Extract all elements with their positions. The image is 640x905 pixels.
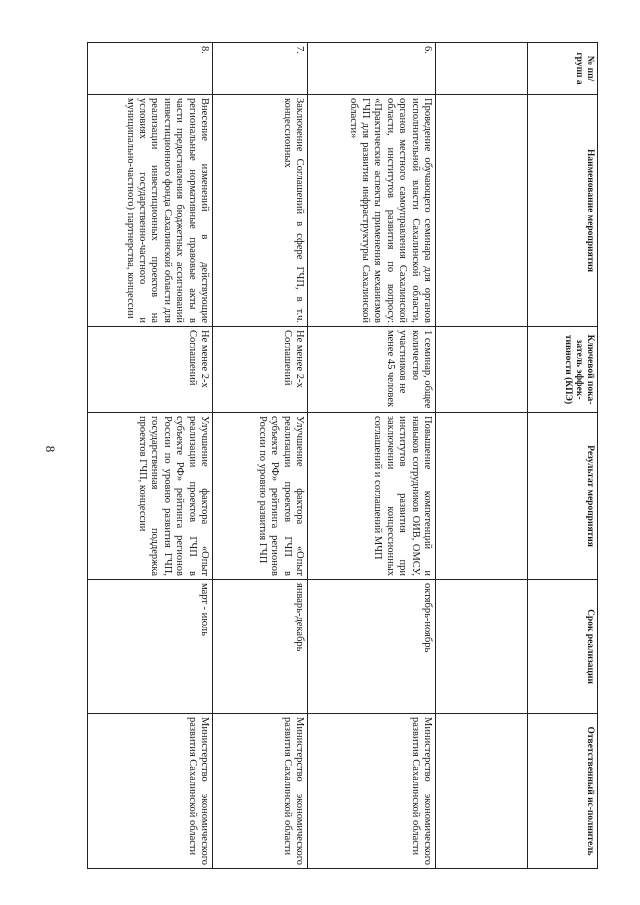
row-result: Повышение компетенций и навыков сотрудников ОИВ, ОМСУ, институтов развития при заключении концессионных соглашений и соглашений МЧП [308, 413, 436, 580]
header-kpi: Ключевой пока-затель эффек-тивности (КПЭ) [528, 327, 598, 413]
measures-table [87, 42, 598, 869]
row-responsible: Министерство экономического развития Сахалинской области [308, 714, 436, 869]
spacer-cell [436, 95, 528, 327]
row-kpi: 1 семинар, общее количество участников не менее 45 человек [308, 327, 436, 413]
row-result: Улучшение фактора «Опыт реализации проектов ГЧП в субъекте РФ» рейтинга регионов России по уровню развития ГЧП, государственная поддержка проектов ГЧП, концессии [88, 413, 213, 580]
header-name: Наименование мероприятия [528, 95, 598, 327]
row-num: 8. [88, 43, 213, 95]
spacer-row [436, 43, 528, 869]
row-kpi: Не менее 2-х Соглашений [213, 327, 308, 413]
row-term: октябрь-ноябрь [308, 580, 436, 714]
row-responsible: Министерство экономического развития Сахалинской области [213, 714, 308, 869]
row-name: Проведение обучающего семинара для органов исполнительной власти Сахалинской области, органов местного самоуправления Сахалинской области, институтов развития по вопросу: «Практические аспекты применения механизмов ГЧП для развития инфраструктуры Сахалинской области» [308, 95, 436, 327]
row-term: март - июль [88, 580, 213, 714]
header-row [528, 43, 598, 869]
row-term: январь-декабрь [213, 580, 308, 714]
page-number: 8 [43, 445, 58, 453]
row-responsible: Министерство экономического развития Сахалинской области [88, 714, 213, 869]
rotated-table-container [88, 42, 598, 868]
row-num: 6. [308, 43, 436, 95]
spacer-cell [436, 413, 528, 580]
row-result: Улучшение фактора «Опыт реализации проектов ГЧП в субъекте РФ» рейтинга регионов России по уровню развития ГЧП [213, 413, 308, 580]
spacer-cell [436, 580, 528, 714]
table-row [308, 43, 436, 869]
row-num: 7. [213, 43, 308, 95]
row-kpi: Не менее 2-х Соглашений [88, 327, 213, 413]
spacer-cell [436, 327, 528, 413]
table-row [213, 43, 308, 869]
header-result: Результат мероприятия [528, 413, 598, 580]
row-name: Заключение Соглашений в сфере ГЧП, в т.ч. концессионных [213, 95, 308, 327]
spacer-cell [436, 43, 528, 95]
row-name: Внесение изменений в действующие региональные нормативные правовые акты в части предоставления бюджетных ассигнований инвестиционного фонда Сахалинской области для реализации инвестиционных проектов на условиях государственно-частного и муниципально-частного) партнерства, концессии [88, 95, 213, 327]
header-responsible: Ответственный ис-полнитель [528, 714, 598, 869]
table-row [88, 43, 213, 869]
header-term: Срок реализации [528, 580, 598, 714]
spacer-cell [436, 714, 528, 869]
header-num: № пп/ групп а [528, 43, 598, 95]
